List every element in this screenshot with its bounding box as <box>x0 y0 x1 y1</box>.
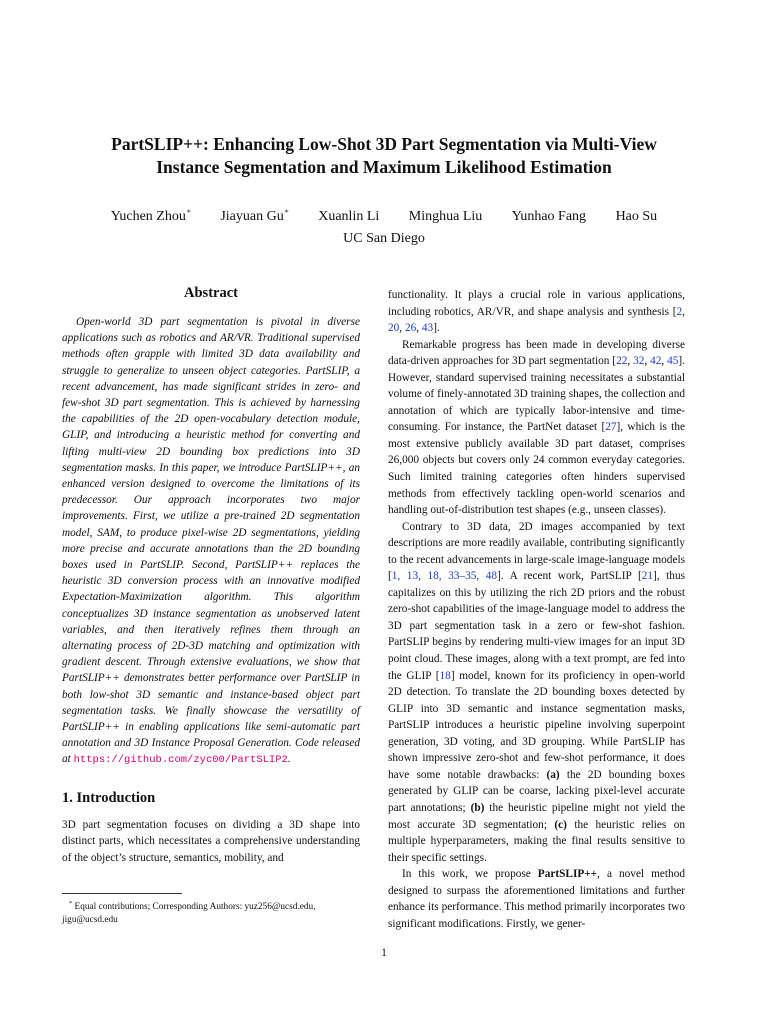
footnote-divider <box>62 893 182 894</box>
footnote-mark: * <box>68 900 73 907</box>
abstract-text <box>62 314 360 769</box>
author-name: Hao Su <box>615 209 658 224</box>
citation-link[interactable]: 20 <box>388 322 400 335</box>
citation-link[interactable]: 43 <box>421 322 434 335</box>
code-link[interactable]: https://github.com/zyc00/PartSLIP2 <box>73 754 288 767</box>
abstract-end: . <box>287 753 291 766</box>
intro-paragraph: 3D part segmentation focuses on dividing a 3D shape into distinct parts, which necessitates a comprehensive understanding of the object’s structure, semantics, mobility, and <box>62 818 360 864</box>
citation-link[interactable]: 2 <box>676 305 683 318</box>
citation-link[interactable]: 45 <box>667 355 679 368</box>
equal-contribution-mark: * <box>284 208 289 217</box>
citation-link[interactable]: 1, 13, 18, 33–35, 48 <box>391 570 498 583</box>
citation-link[interactable]: 21 <box>641 570 654 583</box>
author-6 <box>616 209 658 224</box>
intro-paragraph-4: In this work, we propose PartSLIP++, a novel method designed to surpass the aforementioned limitations and further enhance its performance. This method primarily incorporates two significant modifications. Firstly, we gener- <box>388 868 685 930</box>
citation-link[interactable]: 26 <box>404 322 417 335</box>
title-line-2: Instance Segmentation and Maximum Likelihood Estimation <box>156 157 612 177</box>
citation-link[interactable]: 32 <box>633 355 645 368</box>
title-line-1: PartSLIP++: Enhancing Low-Shot 3D Part Segmentation via Multi-View <box>111 134 657 154</box>
intro-paragraph-continued: functionality. It plays a crucial role in various applications, including robotics, AR/VR, and shape analysis and synthesis [2, 20, 26, 43]. <box>388 289 685 335</box>
author-name: Xuanlin Li <box>318 209 380 224</box>
method-name: PartSLIP++ <box>537 868 598 881</box>
affiliation: UC San Diego <box>343 231 425 246</box>
intro-paragraph-2: Remarkable progress has been made in developing diverse data-driven approaches for 3D part segmentation [22, 32, 42, 45]. However, standard supervised training necessitates a substantial volume of finely-annotated 3D training shapes, the collection and annotation of which are typically labor-intensive and time-consuming. For instance, the PartNet dataset [27], which is the most extensive publicly available 3D part dataset, comprises 26,000 objects but covers only 24 common everyday categories. Such limited training categories often hinders supervised methods from effectively tackling open-world scenarios and handling out-of-distribution test shapes (e.g., unseen classes). <box>388 338 686 517</box>
author-2 <box>220 209 288 224</box>
citation-link[interactable]: 42 <box>650 355 662 368</box>
author-5 <box>512 209 586 224</box>
abstract-body: Open-world 3D part segmentation is pivotal in diverse applications such as robotics and AR/VR. Traditional supervised methods often grapple with limited 3D data availability and struggle to generalize to unseen object categories. PartSLIP, a recent advancement, has made significant strides in zero- and few-shot 3D part segmentation. This is achieved by harnessing the capabilities of the 2D open-vocabulary detection module, GLIP, and introducing a heuristic method for converting and lifting multi-view 2D bounding box predictions into 3D segmentation masks. In this paper, we introduce PartSLIP++, an enhanced version designed to overcome the limitations of its predecessor. Our approach incorporates two major improvements. First, we utilize a pre-trained 2D segmentation model, SAM, to produce pixel-wise 2D segmentations, yielding more precise and accurate annotations than the 2D bounding boxes used in PartSLIP. Second, PartSLIP++ replaces the heuristic 3D conversion process with an innovative modified Expectation-Maximization algorithm. This algorithm conceptualizes 3D instance segmentation as unobserved latent variables, and then iteratively refines them through an alternating process of 2D-3D matching and optimization with gradient descent. Through extensive evaluations, we show that PartSLIP++ demonstrates better performance over PartSLIP in both low-shot 3D semantic and instance-based object part segmentation tasks. We finally showcase the versatility of PartSLIP++ in enabling applications like semi-automatic part annotation and 3D Instance Proposal Generation. Code released at <box>62 316 360 766</box>
left-column <box>62 284 360 866</box>
author-name: Minghua Liu <box>408 209 483 224</box>
citation-link[interactable]: 27 <box>605 421 617 434</box>
intro-heading: 1. Introduction <box>62 789 156 806</box>
citation-link[interactable]: 22 <box>616 355 628 368</box>
footnote <box>62 897 360 927</box>
author-4 <box>409 209 483 224</box>
footnote-text: Equal contributions; Corresponding Authors: yuz256@ucsd.edu, jigu@ucsd.edu <box>62 902 316 926</box>
page-number: 1 <box>381 947 387 959</box>
abstract-heading: Abstract <box>184 285 238 301</box>
paper-title <box>60 133 708 179</box>
equal-contribution-mark: * <box>186 208 191 217</box>
citation-link[interactable]: 18 <box>439 669 451 682</box>
author-1 <box>111 209 191 224</box>
author-3 <box>318 209 379 224</box>
right-column <box>388 287 685 932</box>
author-name: Jiayuan Gu <box>220 209 284 224</box>
intro-paragraph-3: Contrary to 3D data, 2D images accompanied by text descriptions are more readily available, contributing significantly to the recent advancements in large-scale image-language models [1, 13, 18, 33–35, 48]. A recent work, PartSLIP [21], thus capitalizes on this by utilizing the rich 2D priors and the robust zero-shot capabilities of the image-language model to address the 3D part segmentation task in a zero or few-shot fashion. PartSLIP begins by rendering multi-view images for an input 3D point cloud. These images, along with a text prompt, are fed into the GLIP [18] model, known for its proficiency in open-world 2D detection. To translate the 2D bounding boxes detected by GLIP into 3D semantic and instance segmentation masks, PartSLIP introduces a heuristic pipeline involving superpoint generation, 3D voting, and 3D grouping. While PartSLIP has shown impressive zero-shot and few-shot performance, it does have some notable drawbacks: (a) the 2D bounding boxes generated by GLIP can be coarse, lacking pixel-level accurate part annotations; (b) the heuristic pipeline might not yield the most accurate 3D segmentation; (c) the heuristic relies on multiple hyperparameters, making the final results sensitive to their specific settings. <box>388 520 686 864</box>
author-name: Yuchen Zhou <box>110 209 186 224</box>
author-list <box>60 208 708 225</box>
author-name: Yunhao Fang <box>511 209 587 224</box>
